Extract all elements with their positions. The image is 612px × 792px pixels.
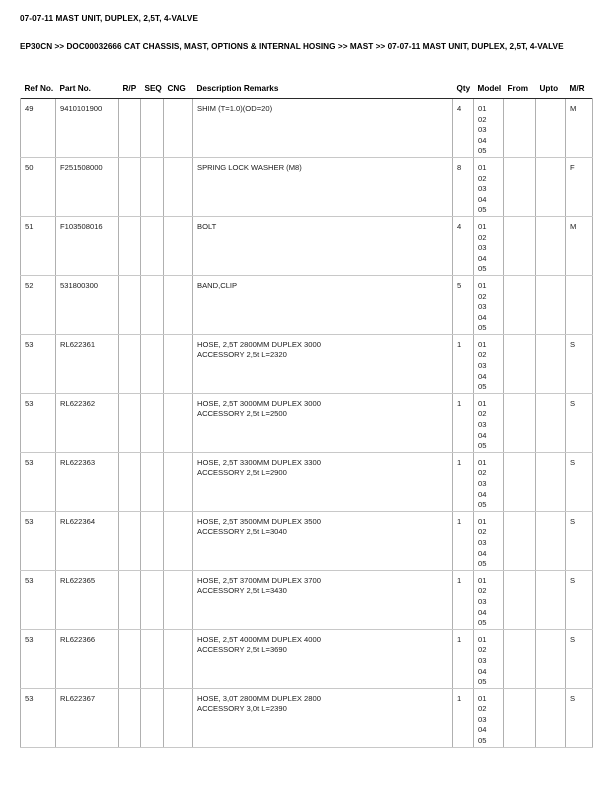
model-code-5: 05 <box>478 618 487 628</box>
cell-from <box>504 688 536 747</box>
cell-cng <box>164 157 193 216</box>
model-code-5: 05 <box>478 677 487 687</box>
column-header-mr: M/R <box>569 84 585 93</box>
model-code-2: 02 <box>478 468 487 478</box>
breadcrumb: EP30CN >> DOC00032666 CAT CHASSIS, MAST, OPTIONS & INTERNAL HOSING >> MAST >> 07-07-11 MAST UNIT, DUPLEX, 2,5T, 4-VALVE <box>20 42 564 51</box>
column-header-model: Model <box>477 84 502 93</box>
cell-cng <box>164 275 193 334</box>
cell-part-no: RL622364 <box>56 511 119 570</box>
cell-mr: F <box>566 157 593 216</box>
model-code-3: 03 <box>478 714 487 724</box>
description-line-1: HOSE, 2,5T 3000MM DUPLEX 3000 <box>197 398 321 408</box>
cell-upto <box>536 688 566 747</box>
model-code-5: 05 <box>478 500 487 510</box>
model-code-2: 02 <box>478 704 487 714</box>
cell-from <box>504 99 536 158</box>
table-row[interactable] <box>21 511 593 570</box>
model-code-4: 04 <box>478 489 487 499</box>
cell-cng <box>164 99 193 158</box>
cell-from <box>504 511 536 570</box>
model-code-2: 02 <box>478 645 487 655</box>
table-row[interactable] <box>21 452 593 511</box>
cell-rp <box>119 452 141 511</box>
model-code-1: 01 <box>478 693 487 703</box>
cell-from <box>504 157 536 216</box>
model-code-3: 03 <box>478 655 487 665</box>
cell-model <box>474 157 504 216</box>
cell-from <box>504 216 536 275</box>
cell-ref-no: 53 <box>21 452 56 511</box>
cell-model <box>474 452 504 511</box>
cell-seq <box>141 452 164 511</box>
cell-ref-no: 49 <box>21 99 56 158</box>
cell-from <box>504 570 536 629</box>
parts-table <box>20 84 593 748</box>
cell-rp <box>119 216 141 275</box>
cell-upto <box>536 99 566 158</box>
cell-rp <box>119 570 141 629</box>
cell-mr: M <box>566 99 593 158</box>
description-line-2: ACCESSORY 2,5t L=2500 <box>197 409 287 419</box>
cell-rp <box>119 157 141 216</box>
model-code-2: 02 <box>478 232 487 242</box>
cell-description <box>193 275 453 334</box>
cell-description <box>193 99 453 158</box>
description-line-2: ACCESSORY 2,5t L=3690 <box>197 645 287 655</box>
cell-upto <box>536 334 566 393</box>
model-code-5: 05 <box>478 146 487 156</box>
description-line-1: HOSE, 3,0T 2800MM DUPLEX 2800 <box>197 693 321 703</box>
cell-part-no: RL622361 <box>56 334 119 393</box>
cell-qty: 1 <box>453 629 474 688</box>
model-code-1: 01 <box>478 398 487 408</box>
cell-rp <box>119 334 141 393</box>
cell-qty: 1 <box>453 393 474 452</box>
cell-description <box>193 393 453 452</box>
parts-table-container <box>20 84 592 748</box>
cell-qty: 8 <box>453 157 474 216</box>
description-line-1: BAND,CLIP <box>197 280 238 290</box>
model-code-4: 04 <box>478 430 487 440</box>
cell-part-no: F251508000 <box>56 157 119 216</box>
column-header-cng: CNG <box>167 84 186 93</box>
table-row[interactable] <box>21 157 593 216</box>
model-code-4: 04 <box>478 194 487 204</box>
cell-rp <box>119 393 141 452</box>
cell-upto <box>536 275 566 334</box>
cell-ref-no: 52 <box>21 275 56 334</box>
model-code-5: 05 <box>478 559 487 569</box>
column-header-qty: Qty <box>456 84 471 93</box>
cell-model <box>474 216 504 275</box>
model-code-4: 04 <box>478 312 487 322</box>
cell-ref-no: 53 <box>21 511 56 570</box>
cell-upto <box>536 393 566 452</box>
description-line-1: BOLT <box>197 221 217 231</box>
model-code-3: 03 <box>478 361 487 371</box>
model-code-3: 03 <box>478 302 487 312</box>
cell-ref-no: 53 <box>21 334 56 393</box>
column-header-rp: R/P <box>122 84 137 93</box>
cell-seq <box>141 157 164 216</box>
cell-upto <box>536 629 566 688</box>
cell-part-no: RL622362 <box>56 393 119 452</box>
cell-model <box>474 570 504 629</box>
description-line-2: ACCESSORY 2,5t L=2320 <box>197 350 287 360</box>
cell-qty: 4 <box>453 99 474 158</box>
cell-ref-no: 51 <box>21 216 56 275</box>
cell-qty: 4 <box>453 216 474 275</box>
cell-description <box>193 570 453 629</box>
description-line-1: HOSE, 2,5T 3300MM DUPLEX 3300 <box>197 457 321 467</box>
cell-model <box>474 275 504 334</box>
cell-model <box>474 99 504 158</box>
model-code-1: 01 <box>478 575 487 585</box>
model-code-1: 01 <box>478 280 487 290</box>
cell-description <box>193 629 453 688</box>
cell-upto <box>536 511 566 570</box>
table-row[interactable] <box>21 393 593 452</box>
column-header-seq: SEQ <box>144 84 162 93</box>
cell-seq <box>141 511 164 570</box>
model-code-1: 01 <box>478 634 487 644</box>
cell-from <box>504 629 536 688</box>
column-header-part-no: Part No. <box>59 84 91 93</box>
table-row[interactable] <box>21 99 593 158</box>
cell-part-no: F103508016 <box>56 216 119 275</box>
page-title: 07-07-11 MAST UNIT, DUPLEX, 2,5T, 4-VALVE <box>20 14 199 23</box>
cell-model <box>474 511 504 570</box>
model-code-1: 01 <box>478 221 487 231</box>
cell-description <box>193 452 453 511</box>
description-line-1: SPRING LOCK WASHER (M8) <box>197 162 302 172</box>
description-line-2: ACCESSORY 2,5t L=2900 <box>197 468 287 478</box>
model-code-4: 04 <box>478 253 487 263</box>
cell-rp <box>119 511 141 570</box>
cell-part-no: 531800300 <box>56 275 119 334</box>
cell-seq <box>141 570 164 629</box>
model-code-1: 01 <box>478 457 487 467</box>
model-code-5: 05 <box>478 323 487 333</box>
model-code-2: 02 <box>478 586 487 596</box>
description-line-1: HOSE, 2,5T 2800MM DUPLEX 3000 <box>197 339 321 349</box>
column-header-from: From <box>507 84 528 93</box>
cell-ref-no: 53 <box>21 393 56 452</box>
table-row[interactable] <box>21 275 593 334</box>
model-code-3: 03 <box>478 537 487 547</box>
description-line-1: HOSE, 2,5T 4000MM DUPLEX 4000 <box>197 634 321 644</box>
cell-mr: S <box>566 570 593 629</box>
table-row[interactable] <box>21 688 593 747</box>
cell-description <box>193 216 453 275</box>
cell-cng <box>164 511 193 570</box>
model-code-3: 03 <box>478 243 487 253</box>
model-code-2: 02 <box>478 173 487 183</box>
model-code-2: 02 <box>478 114 487 124</box>
model-code-4: 04 <box>478 607 487 617</box>
description-line-2: ACCESSORY 2,5t L=3430 <box>197 586 287 596</box>
cell-rp <box>119 275 141 334</box>
cell-cng <box>164 334 193 393</box>
model-code-4: 04 <box>478 371 487 381</box>
description-line-1: HOSE, 2,5T 3700MM DUPLEX 3700 <box>197 575 321 585</box>
description-line-2: ACCESSORY 3,0t L=2390 <box>197 704 287 714</box>
cell-mr: S <box>566 334 593 393</box>
model-code-5: 05 <box>478 264 487 274</box>
description-line-2: ACCESSORY 2,5t L=3040 <box>197 527 287 537</box>
cell-mr: S <box>566 452 593 511</box>
model-code-2: 02 <box>478 291 487 301</box>
cell-from <box>504 334 536 393</box>
cell-model <box>474 393 504 452</box>
cell-cng <box>164 393 193 452</box>
model-code-5: 05 <box>478 382 487 392</box>
cell-upto <box>536 452 566 511</box>
cell-seq <box>141 334 164 393</box>
cell-cng <box>164 688 193 747</box>
cell-qty: 1 <box>453 688 474 747</box>
cell-model <box>474 334 504 393</box>
model-code-4: 04 <box>478 548 487 558</box>
cell-description <box>193 688 453 747</box>
cell-qty: 1 <box>453 452 474 511</box>
column-header-description: Description Remarks <box>196 84 279 93</box>
cell-description <box>193 511 453 570</box>
model-code-2: 02 <box>478 350 487 360</box>
cell-part-no: RL622367 <box>56 688 119 747</box>
cell-model <box>474 688 504 747</box>
model-code-1: 01 <box>478 104 487 113</box>
cell-mr: S <box>566 393 593 452</box>
model-code-4: 04 <box>478 725 487 735</box>
cell-model <box>474 629 504 688</box>
model-code-4: 04 <box>478 666 487 676</box>
column-header-ref-no: Ref No. <box>24 84 54 93</box>
cell-rp <box>119 99 141 158</box>
cell-upto <box>536 570 566 629</box>
model-code-5: 05 <box>478 736 487 746</box>
cell-seq <box>141 629 164 688</box>
cell-from <box>504 452 536 511</box>
cell-ref-no: 53 <box>21 688 56 747</box>
cell-mr: S <box>566 511 593 570</box>
model-code-3: 03 <box>478 420 487 430</box>
cell-qty: 5 <box>453 275 474 334</box>
table-body <box>21 99 593 748</box>
model-code-3: 03 <box>478 125 487 135</box>
model-code-5: 05 <box>478 441 487 451</box>
description-line-1: SHIM (T=1.0)(OD=20) <box>197 104 273 113</box>
cell-mr: S <box>566 629 593 688</box>
cell-seq <box>141 393 164 452</box>
table-header-row <box>21 84 593 99</box>
cell-rp <box>119 688 141 747</box>
cell-mr: S <box>566 688 593 747</box>
cell-upto <box>536 157 566 216</box>
cell-seq <box>141 688 164 747</box>
cell-ref-no: 53 <box>21 629 56 688</box>
cell-ref-no: 53 <box>21 570 56 629</box>
cell-seq <box>141 216 164 275</box>
model-code-2: 02 <box>478 527 487 537</box>
cell-qty: 1 <box>453 511 474 570</box>
cell-part-no: RL622363 <box>56 452 119 511</box>
model-code-3: 03 <box>478 184 487 194</box>
model-code-1: 01 <box>478 339 487 349</box>
model-code-5: 05 <box>478 205 487 215</box>
table-row[interactable] <box>21 629 593 688</box>
cell-from <box>504 275 536 334</box>
cell-ref-no: 50 <box>21 157 56 216</box>
cell-part-no: RL622365 <box>56 570 119 629</box>
model-code-1: 01 <box>478 516 487 526</box>
description-line-1: HOSE, 2,5T 3500MM DUPLEX 3500 <box>197 516 321 526</box>
cell-cng <box>164 216 193 275</box>
model-code-2: 02 <box>478 409 487 419</box>
cell-from <box>504 393 536 452</box>
cell-seq <box>141 99 164 158</box>
cell-cng <box>164 629 193 688</box>
cell-mr: M <box>566 216 593 275</box>
table-row[interactable] <box>21 216 593 275</box>
cell-rp <box>119 629 141 688</box>
column-header-upto: Upto <box>539 84 559 93</box>
model-code-3: 03 <box>478 596 487 606</box>
table-row[interactable] <box>21 570 593 629</box>
cell-part-no: 9410101900 <box>56 99 119 158</box>
cell-mr <box>566 275 593 334</box>
table-row[interactable] <box>21 334 593 393</box>
cell-description <box>193 157 453 216</box>
cell-part-no: RL622366 <box>56 629 119 688</box>
model-code-1: 01 <box>478 162 487 172</box>
cell-cng <box>164 452 193 511</box>
model-code-3: 03 <box>478 479 487 488</box>
cell-cng <box>164 570 193 629</box>
cell-qty: 1 <box>453 570 474 629</box>
model-code-4: 04 <box>478 135 487 145</box>
cell-upto <box>536 216 566 275</box>
cell-qty: 1 <box>453 334 474 393</box>
table-header <box>21 84 593 99</box>
cell-seq <box>141 275 164 334</box>
cell-description <box>193 334 453 393</box>
